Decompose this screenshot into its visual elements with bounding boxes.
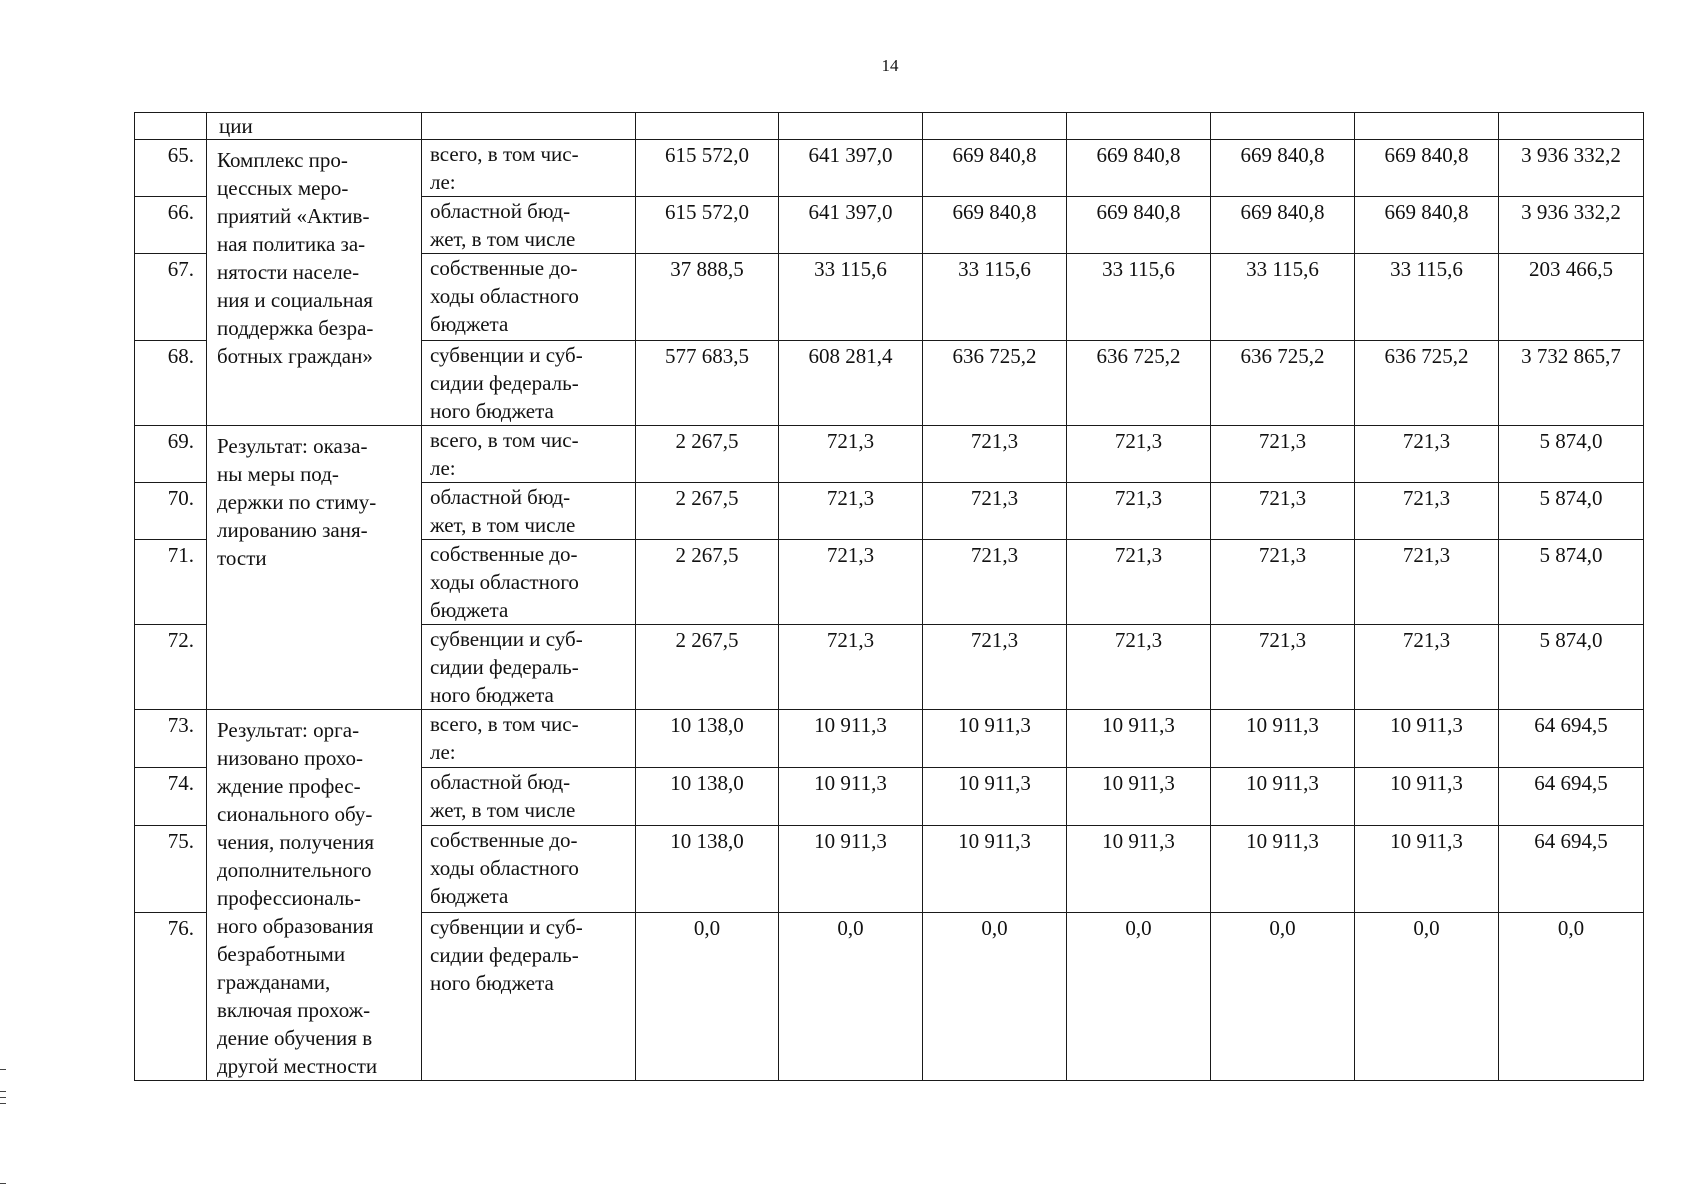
row-number: 74. <box>135 768 207 826</box>
funding-source: всего, в том чис- ле: <box>422 140 636 197</box>
year-value: 10 911,3 <box>779 768 923 826</box>
total-value: 5 874,0 <box>1499 483 1644 540</box>
year-value: 721,3 <box>1067 483 1211 540</box>
year-value: 2 267,5 <box>636 483 779 540</box>
row-number: 76. <box>135 912 207 1080</box>
year-value: 10 911,3 <box>779 710 923 768</box>
year-value: 33 115,6 <box>923 254 1067 341</box>
funding-source: областной бюд- жет, в том числе <box>422 768 636 826</box>
year-value: 10 911,3 <box>1211 768 1355 826</box>
funding-source: областной бюд- жет, в том числе <box>422 197 636 254</box>
year-value: 721,3 <box>1211 426 1355 483</box>
year-value: 0,0 <box>779 912 923 1080</box>
year-value: 721,3 <box>923 483 1067 540</box>
row-number: 72. <box>135 625 207 710</box>
year-value: 10 138,0 <box>636 826 779 913</box>
year-value: 10 911,3 <box>1067 768 1211 826</box>
page-number: 14 <box>881 56 899 75</box>
margin-mark <box>0 1069 6 1070</box>
funding-source: собственные до- ходы областного бюджета <box>422 254 636 341</box>
year-value: 669 840,8 <box>1067 140 1211 197</box>
year-value: 615 572,0 <box>636 140 779 197</box>
total-value: 64 694,5 <box>1499 710 1644 768</box>
year-value: 33 115,6 <box>1355 254 1499 341</box>
year-value: 0,0 <box>1211 912 1355 1080</box>
year-value: 33 115,6 <box>1211 254 1355 341</box>
year-value: 669 840,8 <box>923 140 1067 197</box>
year-value: 10 911,3 <box>923 710 1067 768</box>
year-value: 721,3 <box>1211 540 1355 625</box>
year-value: 669 840,8 <box>1211 140 1355 197</box>
year-value: 721,3 <box>923 540 1067 625</box>
year-value: 608 281,4 <box>779 341 923 426</box>
funding-source: субвенции и суб- сидии федераль- ного бюджета <box>422 625 636 710</box>
year-value: 669 840,8 <box>1355 140 1499 197</box>
year-value: 10 911,3 <box>1355 710 1499 768</box>
year-value: 10 911,3 <box>779 826 923 913</box>
year-value: 721,3 <box>779 426 923 483</box>
year-value: 721,3 <box>1211 483 1355 540</box>
year-value: 10 911,3 <box>1355 768 1499 826</box>
row-number: 66. <box>135 197 207 254</box>
year-value: 721,3 <box>1355 625 1499 710</box>
year-value: 615 572,0 <box>636 197 779 254</box>
year-value: 721,3 <box>1355 540 1499 625</box>
num-cell <box>135 113 207 140</box>
year-value: 577 683,5 <box>636 341 779 426</box>
row-number: 65. <box>135 140 207 197</box>
margin-mark <box>0 1183 6 1184</box>
margin-mark <box>0 1103 6 1104</box>
continuation-row <box>135 113 1644 140</box>
total-value: 203 466,5 <box>1499 254 1644 341</box>
activity-name: Комплекс про- цессных меро- приятий «Актив- ная политика за- нятости населе- ния и социальная поддержка безра- ботных граждан» <box>207 140 422 426</box>
year-value: 721,3 <box>1211 625 1355 710</box>
year-value: 0,0 <box>923 912 1067 1080</box>
year-value: 636 725,2 <box>1211 341 1355 426</box>
table-row <box>135 710 1644 768</box>
year-value: 721,3 <box>1355 483 1499 540</box>
total-value: 5 874,0 <box>1499 625 1644 710</box>
year-value: 2 267,5 <box>636 540 779 625</box>
total-value: 5 874,0 <box>1499 540 1644 625</box>
year-value: 10 911,3 <box>1067 826 1211 913</box>
year-value: 10 911,3 <box>923 768 1067 826</box>
total-value: 64 694,5 <box>1499 826 1644 913</box>
year-value: 636 725,2 <box>923 341 1067 426</box>
year-value: 721,3 <box>779 483 923 540</box>
row-number: 71. <box>135 540 207 625</box>
year-value: 10 911,3 <box>1211 710 1355 768</box>
year-value: 37 888,5 <box>636 254 779 341</box>
funding-source: собственные до- ходы областного бюджета <box>422 826 636 913</box>
year-value: 10 138,0 <box>636 710 779 768</box>
year-value: 10 911,3 <box>1067 710 1211 768</box>
year-value: 33 115,6 <box>779 254 923 341</box>
row-number: 69. <box>135 426 207 483</box>
year-value: 721,3 <box>1067 625 1211 710</box>
year-value: 721,3 <box>1067 540 1211 625</box>
year-value: 10 138,0 <box>636 768 779 826</box>
total-value: 3 936 332,2 <box>1499 140 1644 197</box>
year-value: 10 911,3 <box>923 826 1067 913</box>
year-value: 669 840,8 <box>923 197 1067 254</box>
year-value: 669 840,8 <box>1067 197 1211 254</box>
year-value: 721,3 <box>1067 426 1211 483</box>
total-value: 3 732 865,7 <box>1499 341 1644 426</box>
total-value: 0,0 <box>1499 912 1644 1080</box>
year-value: 721,3 <box>923 426 1067 483</box>
year-value: 721,3 <box>779 540 923 625</box>
year-value: 33 115,6 <box>1067 254 1211 341</box>
funding-source: областной бюд- жет, в том числе <box>422 483 636 540</box>
year-value: 636 725,2 <box>1355 341 1499 426</box>
year-value: 0,0 <box>1355 912 1499 1080</box>
margin-mark <box>0 1097 6 1098</box>
funding-source: собственные до- ходы областного бюджета <box>422 540 636 625</box>
row-number: 73. <box>135 710 207 768</box>
year-value: 0,0 <box>636 912 779 1080</box>
year-value: 636 725,2 <box>1067 341 1211 426</box>
year-value: 641 397,0 <box>779 140 923 197</box>
row-number: 75. <box>135 826 207 913</box>
table-row <box>135 140 1644 197</box>
table-row <box>135 426 1644 483</box>
row-number: 68. <box>135 341 207 426</box>
year-value: 669 840,8 <box>1355 197 1499 254</box>
row-number: 70. <box>135 483 207 540</box>
continuation-text: ции <box>207 113 422 140</box>
year-value: 641 397,0 <box>779 197 923 254</box>
margin-mark <box>0 1091 6 1092</box>
activity-name: Результат: орга- низовано прохо- ждение профес- сионального обу- чения, получения дополнительного профессиональ- ного образования безработными гражданами, включая прохож- дение обучения в другой местности <box>207 710 422 1081</box>
activity-name: Результат: оказа- ны меры под- держки по стиму- лированию заня- тости <box>207 426 422 710</box>
year-value: 0,0 <box>1067 912 1211 1080</box>
year-value: 2 267,5 <box>636 426 779 483</box>
year-value: 721,3 <box>779 625 923 710</box>
total-value: 5 874,0 <box>1499 426 1644 483</box>
year-value: 721,3 <box>923 625 1067 710</box>
row-number: 67. <box>135 254 207 341</box>
funding-source: субвенции и суб- сидии федераль- ного бюджета <box>422 341 636 426</box>
funding-source: всего, в том чис- ле: <box>422 710 636 768</box>
budget-table <box>134 112 1644 1081</box>
year-value: 10 911,3 <box>1211 826 1355 913</box>
year-value: 2 267,5 <box>636 625 779 710</box>
year-value: 721,3 <box>1355 426 1499 483</box>
funding-source: субвенции и суб- сидии федераль- ного бюджета <box>422 912 636 1080</box>
year-value: 10 911,3 <box>1355 826 1499 913</box>
total-value: 64 694,5 <box>1499 768 1644 826</box>
year-value: 669 840,8 <box>1211 197 1355 254</box>
funding-source: всего, в том чис- ле: <box>422 426 636 483</box>
total-value: 3 936 332,2 <box>1499 197 1644 254</box>
